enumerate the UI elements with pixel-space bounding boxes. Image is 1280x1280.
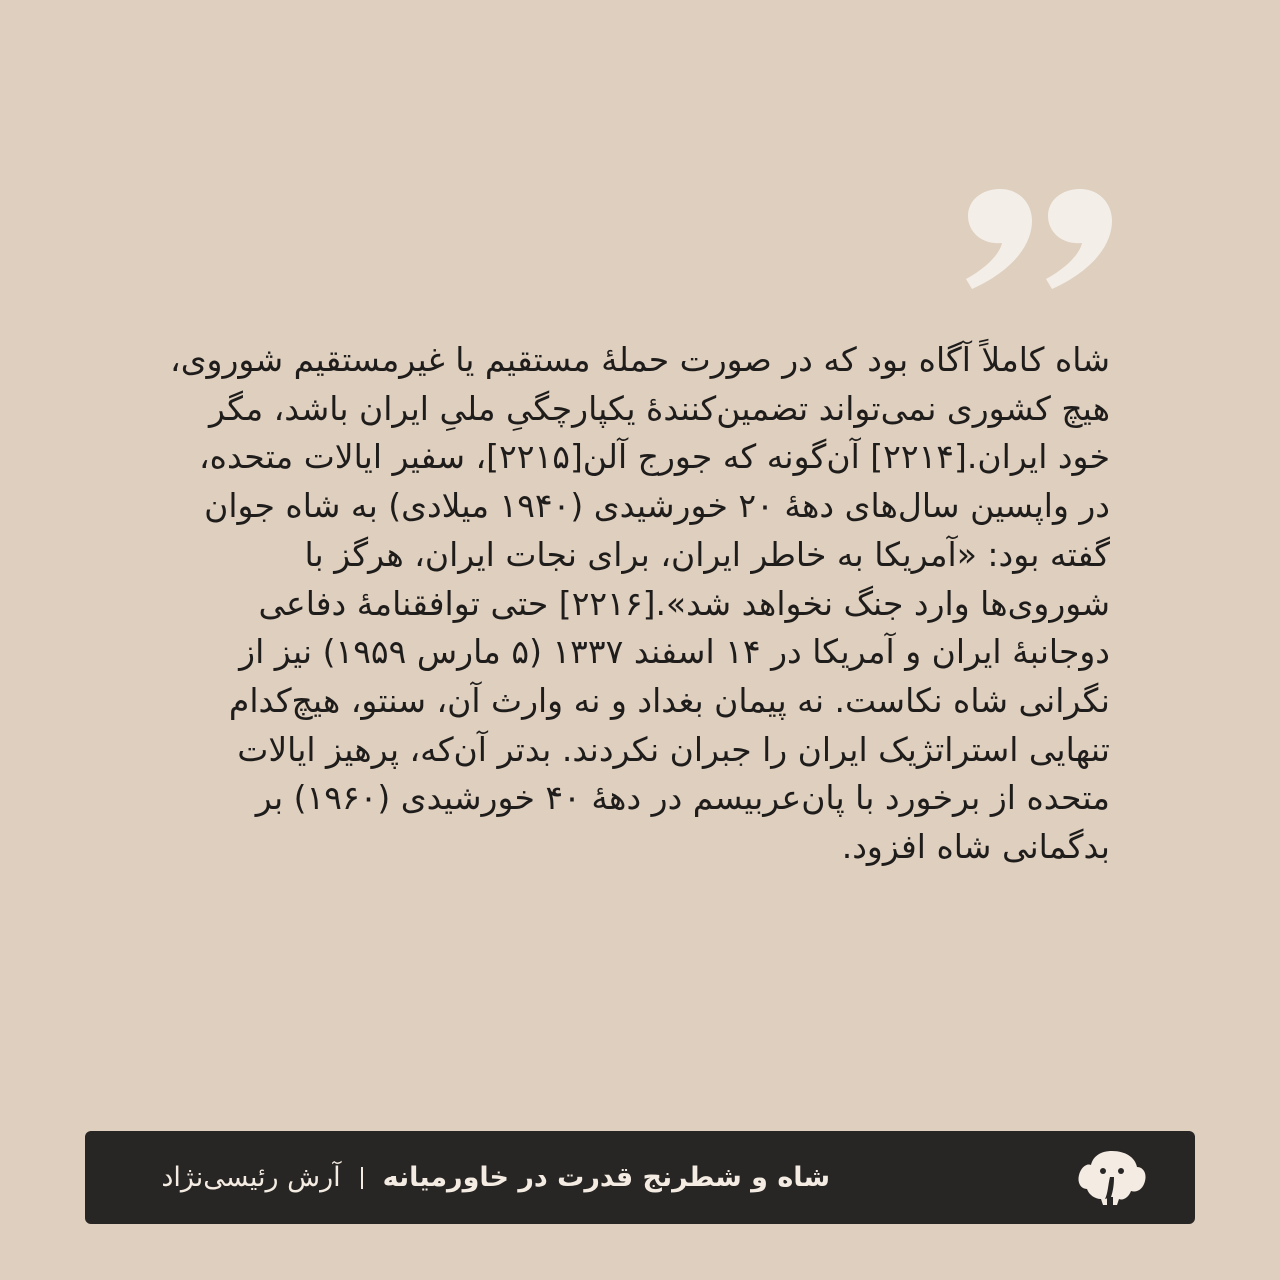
footer-content [161,1131,830,1224]
quote-text: شاه کاملاً آگاه بود که در صورت حملهٔ مستقیم یا غیرمستقیم شوروی، هیچ کشوری نمی‌تواند تضمین‌کنندهٔ یکپارچگیِ ملیِ ایران باشد، مگر خود ایران.[۲۲۱۴] آن‌گونه که جورج آلن[۲۲۱۵]، سفیر ایالات متحده، در واپسین سال‌های دههٔ ۲۰ خورشیدی (۱۹۴۰ میلادی) به شاه جوان گفته بود: «آمریکا به خاطر ایران، برای نجات ایران، هرگز با شوروی‌ها وارد جنگ نخواهد شد».[۲۲۱۶] حتی توافقنامهٔ دفاعی دوجانبهٔ ایران و آمریکا در ۱۴ اسفند ۱۳۳۷ (۵ مارس ۱۹۵۹) نیز از نگرانی شاه نکاست. نه پیمان بغداد و نه وارث آن، سنتو، هیچ‌کدام تنهایی استراتژیک ایران را جبران نکردند. بدتر آن‌که، پرهیز ایالات متحده از برخورد با پان‌عربیسم در دههٔ ۴۰ خورشیدی (۱۹۶۰) بر بدگمانی شاه افزود. [170,340,1110,867]
elephant-logo-icon [1077,1147,1147,1207]
book-title: شاه و شطرنج قدرت در خاورمیانه [382,1162,830,1193]
footer-bar [85,1131,1195,1224]
author-name: آرش رئیسی‌نژاد [161,1162,341,1193]
quotation-mark-icon [960,183,1112,295]
footer-divider [361,1167,363,1189]
